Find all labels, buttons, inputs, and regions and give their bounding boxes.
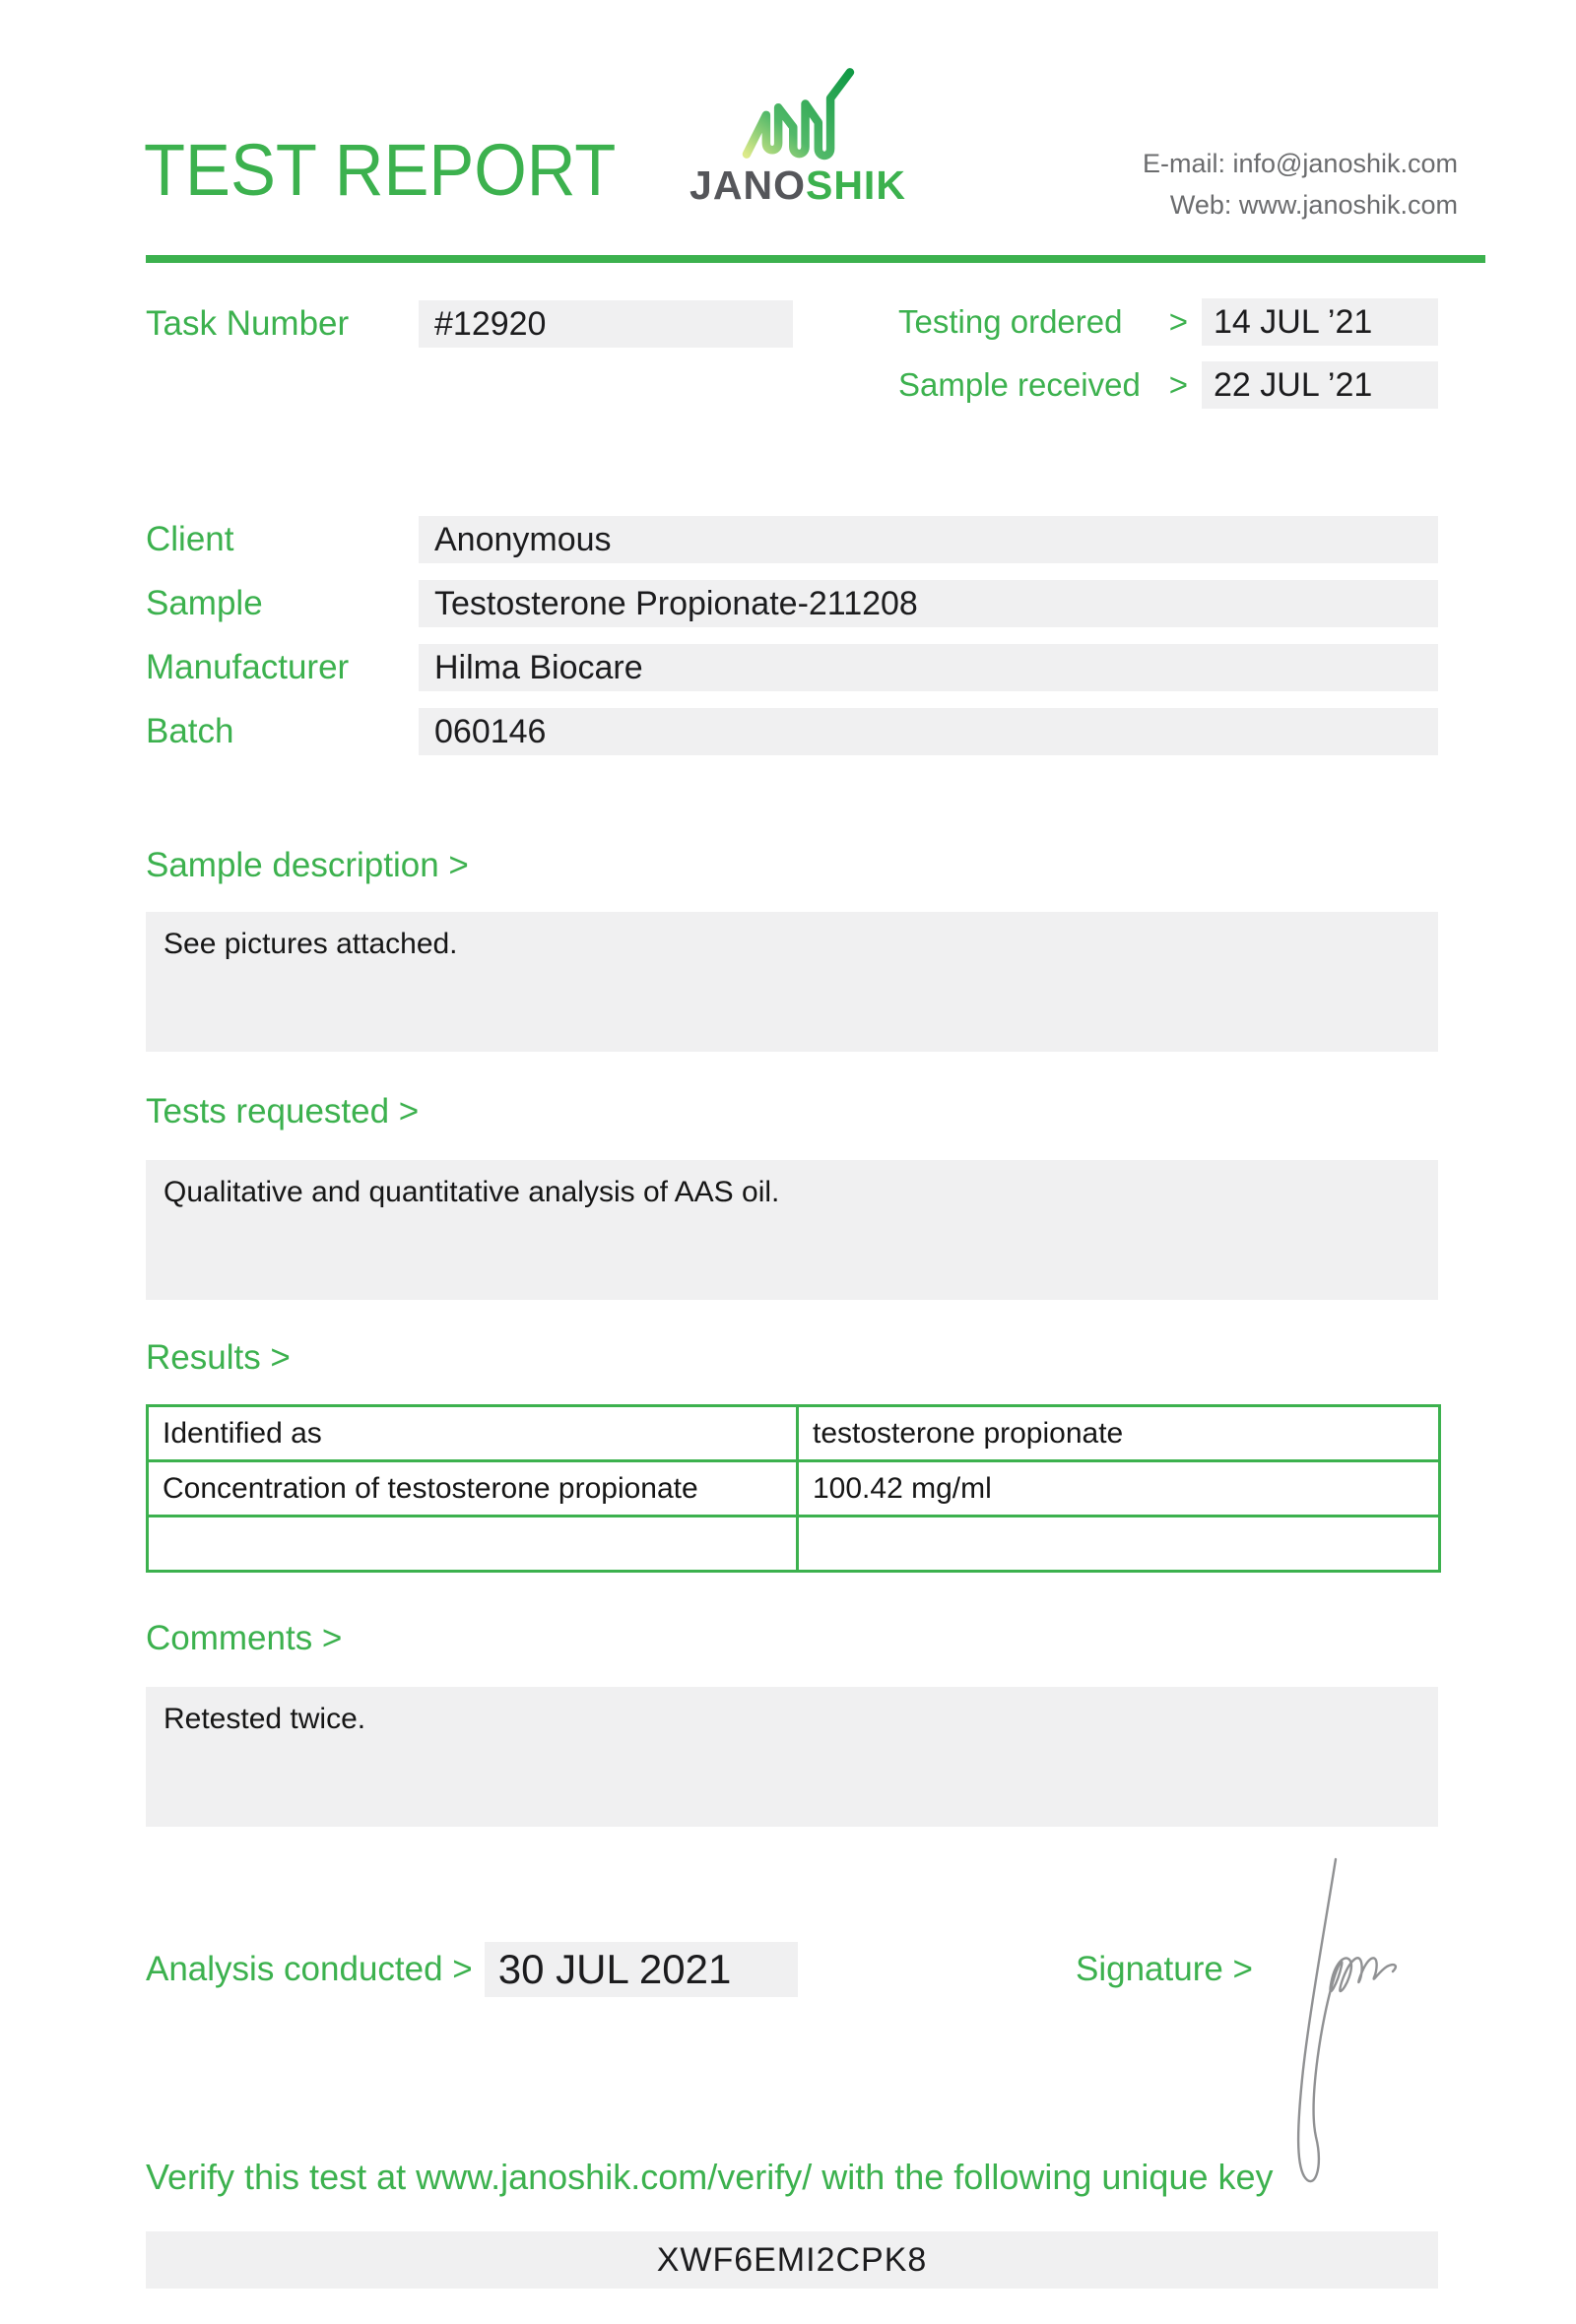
header-divider (146, 255, 1485, 263)
sample-received-label: Sample received (898, 366, 1141, 403)
dates-column (898, 298, 1438, 424)
results-table (146, 1404, 1441, 1573)
comments-body: Retested twice. (146, 1687, 1438, 1827)
batch-value: 060146 (419, 708, 1438, 755)
verify-instruction: Verify this test at www.janoshik.com/verify/ with the following unique key (146, 2157, 1274, 2197)
results-heading: Results > (146, 1338, 291, 1377)
sample-value: Testosterone Propionate-211208 (419, 580, 1438, 627)
result-value-cell: testosterone propionate (798, 1406, 1440, 1461)
analysis-conducted-label: Analysis conducted > (146, 1950, 473, 1988)
batch-label: Batch (146, 712, 234, 750)
brand-shik-text: SHIK (805, 162, 906, 208)
date-row-sample-received (898, 361, 1438, 409)
manufacturer-label: Manufacturer (146, 648, 350, 686)
result-key-cell: Concentration of testosterone propionate (148, 1461, 798, 1517)
contact-email: E-mail: info@janoshik.com (1142, 149, 1458, 178)
comments-heading: Comments > (146, 1619, 343, 1657)
result-key-cell (148, 1517, 798, 1572)
info-row-batch (146, 708, 1438, 755)
contact-info (1143, 144, 1458, 226)
result-value-cell: 100.42 mg/ml (798, 1461, 1440, 1517)
results-row-empty (148, 1517, 1440, 1572)
results-row-identified (148, 1406, 1440, 1461)
signature-image (1271, 1847, 1418, 2212)
info-row-manufacturer (146, 644, 1438, 691)
sample-received-value: 22 JUL ’21 (1202, 361, 1438, 409)
arrow-right-icon: > (1168, 366, 1188, 403)
sample-label: Sample (146, 584, 263, 622)
brand-wordmark (690, 162, 906, 208)
info-row-client (146, 516, 1438, 563)
result-key-cell: Identified as (148, 1406, 798, 1461)
analysis-date-value: 30 JUL 2021 (485, 1942, 798, 1997)
arrow-right-icon: > (1168, 303, 1188, 340)
task-number-label: Task Number (146, 304, 350, 343)
info-row-sample (146, 580, 1438, 627)
result-value-cell (798, 1517, 1440, 1572)
results-row-concentration (148, 1461, 1440, 1517)
brand-logo (670, 61, 926, 206)
date-row-testing-ordered (898, 298, 1438, 346)
chart-growth-icon (724, 61, 872, 163)
contact-web: Web: www.janoshik.com (1169, 189, 1458, 220)
testing-ordered-label: Testing ordered (898, 303, 1123, 340)
task-number-row (146, 300, 793, 348)
analysis-row (146, 1942, 1438, 1997)
sample-description-body: See pictures attached. (146, 912, 1438, 1052)
signature-label: Signature > (1076, 1950, 1253, 1988)
client-label: Client (146, 520, 234, 558)
tests-requested-body: Qualitative and quantitative analysis of AAS oil. (146, 1160, 1438, 1300)
tests-requested-heading: Tests requested > (146, 1092, 420, 1130)
client-value: Anonymous (419, 516, 1438, 563)
testing-ordered-value: 14 JUL ’21 (1202, 298, 1438, 346)
page-title: TEST REPORT (144, 129, 617, 211)
brand-jano-text: JANO (690, 162, 806, 208)
sample-info-block (146, 516, 1438, 772)
task-number-value: #12920 (419, 300, 793, 348)
unique-key-value: XWF6EMI2CPK8 (146, 2231, 1438, 2289)
manufacturer-value: Hilma Biocare (419, 644, 1438, 691)
sample-description-heading: Sample description > (146, 846, 469, 884)
